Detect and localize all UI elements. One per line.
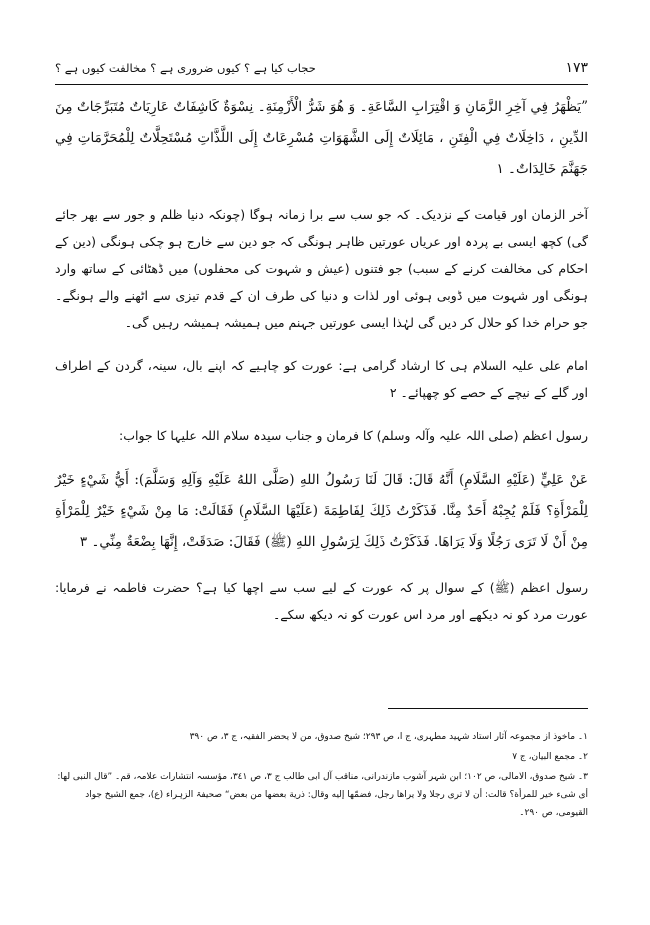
page-number: ۱۷۳ <box>565 60 588 76</box>
urdu-paragraph-2: امام علی علیہ السلام ہی کا ارشاد گرامی ہے: عورت کو چاہیے کہ اپنے بال، سینہ، گردن کے اطراف اور گلے کے نیچے کے حصے کو چھپائے۔ ٢ <box>55 358 588 400</box>
page-body <box>55 92 588 644</box>
footnote-rule <box>388 708 588 709</box>
urdu-paragraph-1: آخر الزمان اور قیامت کے نزدیک۔ کہ جو سب سے برا زمانہ ہوگا (چونکہ دنیا ظلم و جور سے بھر جائے گی) کچھ ایسی بے پردہ اور عریاں عورتیں ظاہر ہونگی کہ جو دین سے خارج ہو چکی ہونگی (دین کے احکام کی مخالفت کرنے کے سبب) جو فتنوں (عیش و شہوت کی محفلوں) میں ڈھٹائی کے ساتھ وارد ہونگی اور شہوت میں ڈوبی ہوئی اور لذات و دنیا کی طرف ان کے قدم تیزی سے اٹھنے والے ہونگے۔ جو حرام خدا کو حلال کر دیں گی لہٰذا ایسی عورتیں جہنم میں ہمیشہ ہمیشہ رہیں گی۔ <box>55 207 588 330</box>
footnotes <box>55 728 588 824</box>
running-title: حجاب کیا ہے ؟ کیوں ضروری ہے ؟ مخالفت کیوں ہے ؟ <box>55 61 316 75</box>
arabic-hadith-1: ”يَظْهَرُ فِي آخِرِ الزَّمَانِ وَ اقْتِرَابِ السَّاعَةِ۔ وَ هُوَ شَرُّ الْأَزْمِنَةِ۔ نِسْوَةٌ كَاشِفَاتٌ عَارِيَاتٌ مُتَبَرِّجَاتٌ مِنَ الدِّينِ ، دَاخِلَاتٌ فِي الْفِتَنِ ، مَائِلَاتٌ إِلَى الشَّهَوَاتِ مُسْرِعَاتٌ إِلَى اللَّذَّاتِ مُسْتَحِلَّاتٌ لِلْمُحَرَّمَاتِ فِي جَهَنَّمَ خَالِدَاتٌ۔ ١ <box>55 99 588 177</box>
footnote-2: ٢۔ مجمع البیان، ج ٧ <box>512 752 588 762</box>
urdu-paragraph-3: رسول اعظم (صلی اللہ علیہ وآلہ وسلم) کا فرمان و جناب سیدہ سلام اللہ علیہا کا جواب: <box>119 428 588 443</box>
footnote-3: ٣۔ شیخ صدوق، الامالی، ص ١٠٢؛ ابن شہر آشوب مازندرانی، مناقب آل ابی طالب ج ٣، ص ٣٤١، مؤسسہ انتشارات علامہ، قم۔ ”قال النبی لها: أی شیء خیر للمرأة؟ قالت: أن لا تری رجلا ولا یراها رجل، فضمّها إليه وقال: ذریة بعضها من بعض“ صحیفۃ الزہراء (ع)، جمع الشیخ جواد القیومی، ص ٢٩٠۔ <box>57 772 588 818</box>
urdu-paragraph-4: رسول اعظم (ﷺ) کے سوال پر کہ عورت کے لیے سب سے اچھا کیا ہے؟ حضرت فاطمہ نے فرمایا: عورت مرد کو نہ دیکھے اور مرد اس عورت کو نہ دیکھ سکے۔ <box>55 580 588 622</box>
footnote-1: ١۔ ماخوذ از مجموعہ آثار استاد شہید مطہری، ج ا، ص ٢٩٣؛ شیخ صدوق، من لا یحضر الفقیہ، ج ٣، ص ٣٩٠ <box>189 732 588 742</box>
page-header <box>55 58 588 82</box>
header-rule <box>55 84 588 85</box>
arabic-hadith-2: عَنْ عَلِيٍّ (عَلَيْهِ السَّلَامِ) أَنَّهُ قَالَ: قَالَ لَنَا رَسُولُ اللهِ (صَلَّى اللهُ عَلَيْهِ وَآلِهِ وَسَلَّمَ): أَيُّ شَيْءٍ خَيْرٌ لِلْمَرْأَةِ؟ فَلَمْ يُجِبْهُ أَحَدٌ مِنَّا. فَذَكَرْتُ ذَلِكَ لِفَاطِمَةَ (عَلَيْهَا السَّلَامِ) فَقَالَتْ: مَا مِنْ شَيْءٍ خَيْرٌ لِلْمَرْأَةِ مِنْ أَنْ لَا تَرَى رَجُلًا وَلَا يَرَاهَا. فَذَكَرْتُ ذَلِكَ لِرَسُولِ اللهِ (ﷺ) فَقَالَ: صَدَقَتْ، إِنَّهَا بِضْعَةٌ مِنِّي۔ ٣ <box>55 472 588 550</box>
